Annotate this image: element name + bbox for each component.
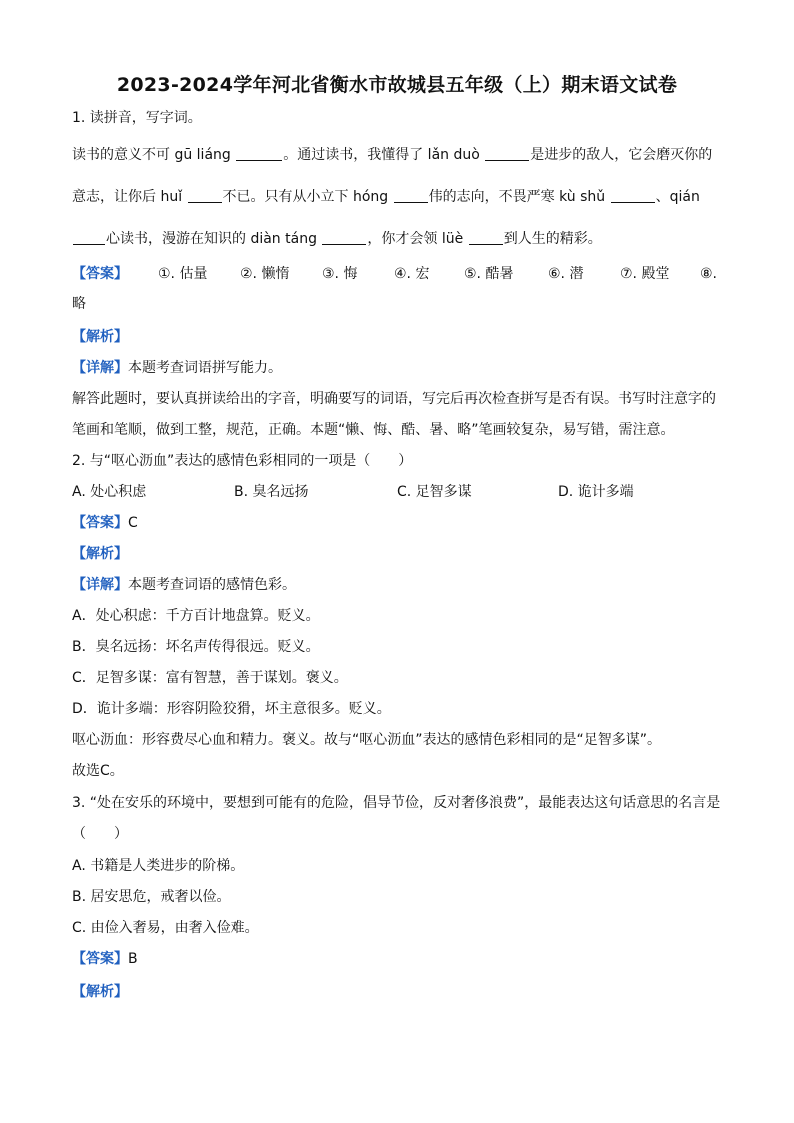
- q1-text: 心读书，漫游在知识的 diàn táng: [106, 231, 322, 247]
- q1-stem: 1. 读拼音，写字词。: [72, 110, 202, 126]
- q1-answer-item: ④. 宏: [394, 266, 430, 282]
- q1-answer-tail: 略: [72, 296, 86, 312]
- q3-answer: [72, 949, 138, 969]
- q2-explain-choice: 故选C。: [72, 763, 124, 779]
- answer-label: 【答案】: [72, 515, 128, 531]
- q2-analysis-label: 【解析】: [72, 546, 128, 562]
- q1-analysis-label: 【解析】: [72, 329, 128, 345]
- answer-blank: [322, 230, 366, 245]
- q1-answer-item: ⑧.: [700, 266, 718, 282]
- q1-answer-item: ②. 懒惰: [240, 266, 290, 282]
- q2-explain-a: A．处心积虑：千方百计地盘算。贬义。: [72, 608, 320, 624]
- q1-line-2: [72, 187, 700, 207]
- answer-blank: [485, 146, 529, 161]
- q2-explain-summary: 呕心沥血：形容费尽心血和精力。褒义。故与“呕心沥血”表达的感情色彩相同的是“足智多谋”。: [72, 732, 662, 748]
- q1-answer-item: ③. 悔: [322, 266, 358, 282]
- q1-answer-item: ⑥. 潜: [548, 266, 584, 282]
- q2-option-d: D. 诡计多端: [558, 484, 634, 500]
- detail-label: 【详解】: [72, 577, 128, 593]
- q1-answer-item: ⑤. 酷暑: [464, 266, 514, 282]
- q1-text: 读书的意义不可 gū liáng: [72, 147, 236, 163]
- q2-option-b: B. 臭名远扬: [234, 484, 309, 500]
- q1-text: 伟的志向，不畏严寒 kù shǔ: [428, 189, 610, 205]
- q1-text: 。通过读书，我懂得了 lǎn duò: [283, 147, 485, 163]
- q3-stem-paren: （ ）: [72, 826, 128, 842]
- q1-text: 、qián: [655, 189, 700, 205]
- page-title: 2023-2024学年河北省衡水市故城县五年级（上）期末语文试卷: [116, 74, 678, 96]
- q1-text: 意志，让你后 huǐ: [72, 189, 187, 205]
- q2-answer: [72, 513, 138, 533]
- detail-text: 本题考查词语拼写能力。: [128, 360, 282, 376]
- q1-answer-item: ⑦. 殿堂: [620, 266, 670, 282]
- q3-stem: 3. “处在安乐的环境中，要想到可能有的危险，倡导节俭，反对奢侈浪费”，最能表达这句话意思的名言是: [72, 795, 721, 811]
- q2-option-c: C. 足智多谋: [397, 484, 472, 500]
- answer-blank: [73, 230, 105, 245]
- q2-explain-b: B．臭名远扬：坏名声传得很远。贬义。: [72, 639, 320, 655]
- q2-explain-d: D．诡计多端：形容阴险狡猾，坏主意很多。贬义。: [72, 701, 391, 717]
- q1-line-3: [72, 229, 602, 249]
- answer-blank: [394, 188, 428, 203]
- q1-detail: [72, 358, 282, 378]
- q2-explain-c: C．足智多谋：富有智慧，善于谋划。褒义。: [72, 670, 348, 686]
- answer-value: B: [128, 951, 138, 967]
- q2-option-a: A. 处心积虑: [72, 484, 147, 500]
- q2-stem: 2. 与“呕心沥血”表达的感情色彩相同的一项是（ ）: [72, 453, 413, 469]
- q1-text: 是进步的敌人，它会磨灭你的: [530, 147, 713, 163]
- q3-option-a: A. 书籍是人类进步的阶梯。: [72, 858, 245, 874]
- q1-paragraph: 笔画和笔顺，做到工整，规范，正确。本题“懒、悔、酷、暑、略”笔画较复杂，易写错，需注意。: [72, 422, 675, 438]
- q1-answer-item: ①. 估量: [158, 266, 208, 282]
- q1-paragraph: 解答此题时，要认真拼读给出的字音，明确要写的词语，写完后再次检查拼写是否有误。书写时注意字的: [72, 391, 716, 407]
- q1-text: 到人生的精彩。: [503, 231, 602, 247]
- q1-text: 不已。只有从小立下 hóng: [222, 189, 393, 205]
- answer-blank: [469, 230, 503, 245]
- answer-value: C: [128, 515, 138, 531]
- q3-analysis-label: 【解析】: [72, 984, 128, 1000]
- answer-label: 【答案】: [72, 951, 128, 967]
- q3-option-b: B. 居安思危，戒奢以俭。: [72, 889, 231, 905]
- answer-blank: [611, 188, 655, 203]
- q1-text: ，你才会领 lüè: [367, 231, 468, 247]
- answer-blank: [188, 188, 222, 203]
- q1-answer-label: 【答案】: [72, 266, 128, 282]
- q2-detail: [72, 575, 296, 595]
- answer-blank: [236, 146, 282, 161]
- q3-option-c: C. 由俭入奢易，由奢入俭难。: [72, 920, 259, 936]
- q1-line-1: [72, 145, 712, 165]
- detail-text: 本题考查词语的感情色彩。: [128, 577, 296, 593]
- detail-label: 【详解】: [72, 360, 128, 376]
